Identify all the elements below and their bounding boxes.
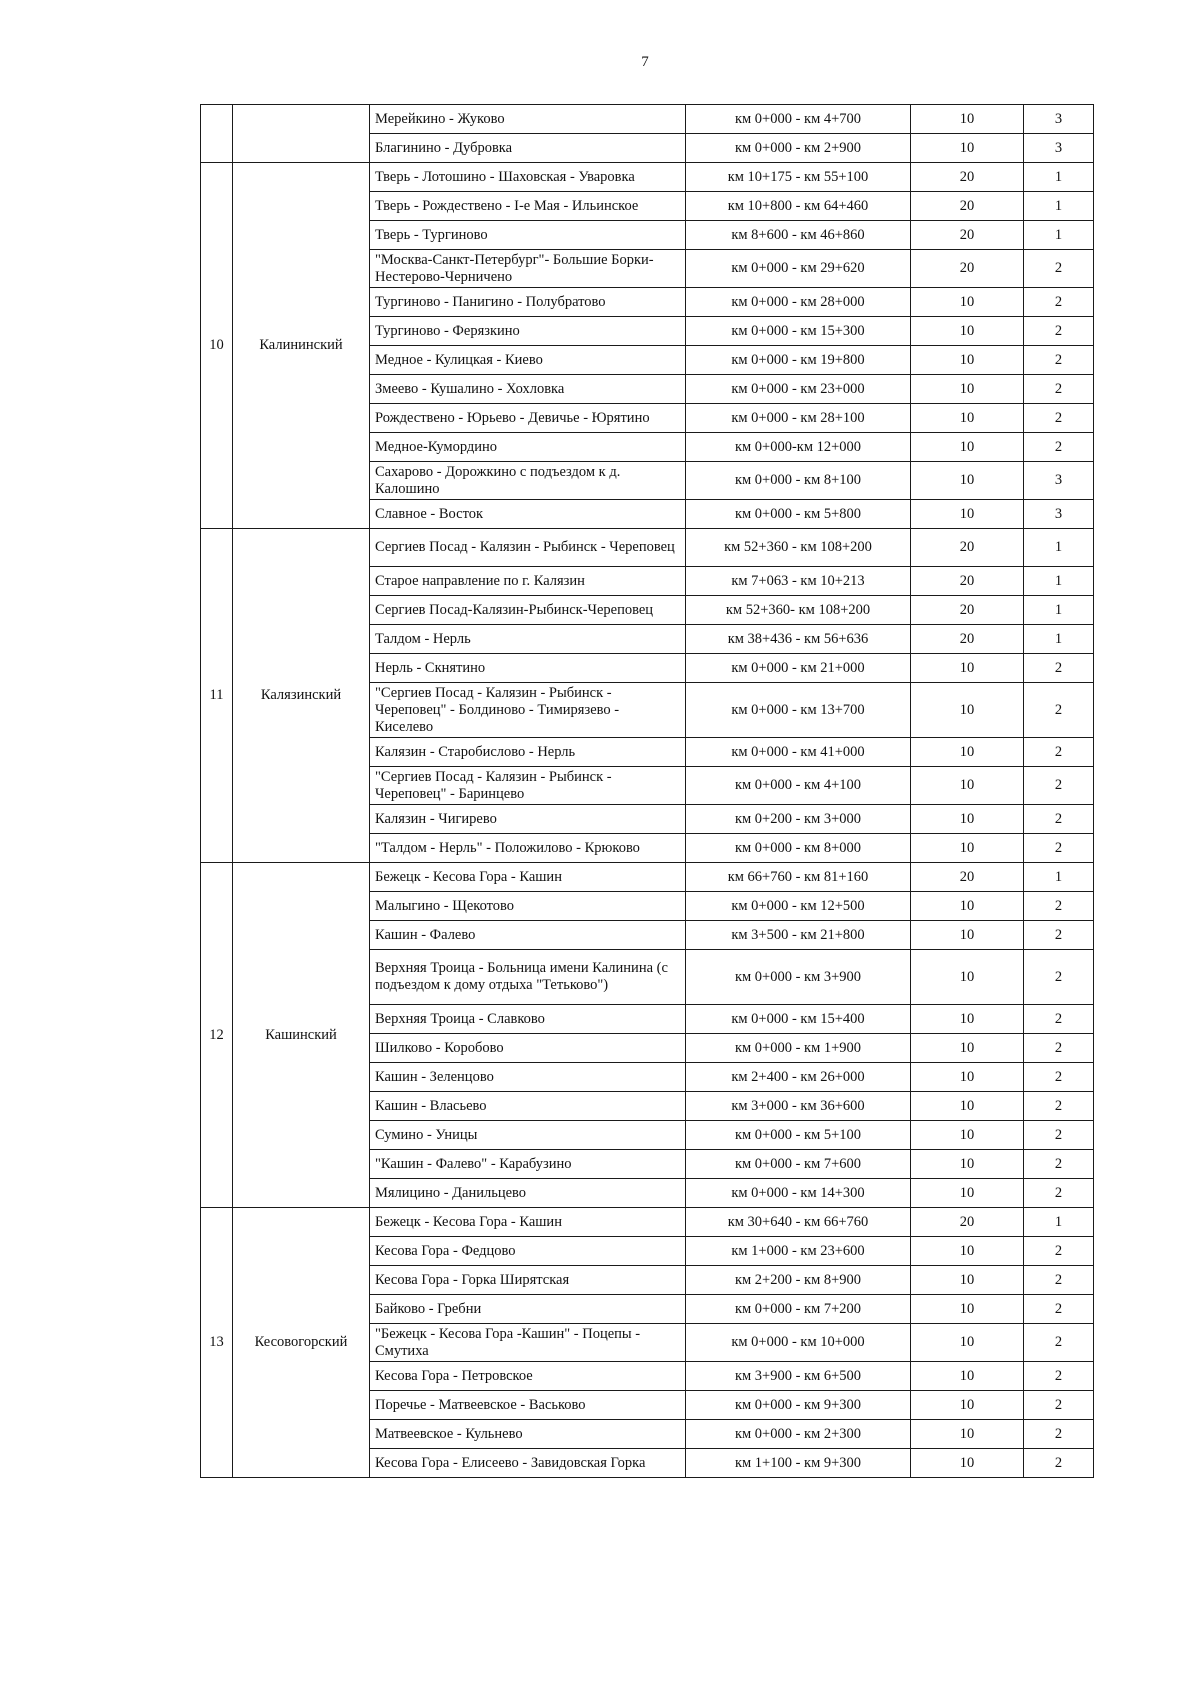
width-value: 20 [911,1208,1024,1237]
category-value: 2 [1024,921,1094,950]
width-value: 10 [911,892,1024,921]
width-value: 10 [911,1034,1024,1063]
width-value: 10 [911,288,1024,317]
km-range: км 0+000 - км 7+200 [686,1295,911,1324]
km-range: км 0+000 - км 15+300 [686,317,911,346]
road-name: Сумино - Уницы [370,1121,686,1150]
km-range: км 0+000 - км 2+300 [686,1420,911,1449]
width-value: 10 [911,1005,1024,1034]
category-value: 3 [1024,134,1094,163]
km-range: км 0+000 - км 1+900 [686,1034,911,1063]
table-row [201,1208,1094,1237]
category-value: 1 [1024,192,1094,221]
km-range: км 8+600 - км 46+860 [686,221,911,250]
km-range: км 3+900 - км 6+500 [686,1362,911,1391]
width-value: 10 [911,404,1024,433]
km-range: км 3+000 - км 36+600 [686,1092,911,1121]
width-value: 10 [911,462,1024,500]
width-value: 10 [911,317,1024,346]
km-range: км 0+000 - км 4+100 [686,767,911,805]
road-name: Байково - Гребни [370,1295,686,1324]
width-value: 10 [911,1391,1024,1420]
category-value: 2 [1024,1295,1094,1324]
width-value: 10 [911,346,1024,375]
width-value: 10 [911,1237,1024,1266]
road-name: Змеево - Кушалино - Хохловка [370,375,686,404]
km-range: км 1+000 - км 23+600 [686,1237,911,1266]
category-value: 2 [1024,1362,1094,1391]
road-name: "Кашин - Фалево" - Карабузино [370,1150,686,1179]
row-group-number: 13 [201,1208,233,1478]
width-value: 10 [911,105,1024,134]
km-range: км 0+000 - км 29+620 [686,250,911,288]
road-name: Тургиново - Панигино - Полубратово [370,288,686,317]
table-row [201,863,1094,892]
km-range: км 52+360- км 108+200 [686,596,911,625]
district-name: Кашинский [233,863,370,1208]
category-value: 1 [1024,596,1094,625]
road-name: Поречье - Матвеевское - Васьково [370,1391,686,1420]
width-value: 10 [911,134,1024,163]
km-range: км 3+500 - км 21+800 [686,921,911,950]
width-value: 10 [911,767,1024,805]
category-value: 2 [1024,1005,1094,1034]
km-range: км 0+000 - км 2+900 [686,134,911,163]
road-name: Малыгино - Щекотово [370,892,686,921]
category-value: 2 [1024,375,1094,404]
category-value: 1 [1024,529,1094,567]
width-value: 10 [911,1362,1024,1391]
page-number: 7 [641,54,649,70]
district-name: Кесовогорский [233,1208,370,1478]
category-value: 1 [1024,221,1094,250]
roads-table [200,104,1094,1478]
km-range: км 0+000 - км 5+100 [686,1121,911,1150]
row-group-number: 10 [201,163,233,529]
road-name: Сергиев Посад-Калязин-Рыбинск-Череповец [370,596,686,625]
roads-table-body [201,105,1094,1478]
width-value: 10 [911,921,1024,950]
road-name: Матвеевское - Кульнево [370,1420,686,1449]
category-value: 2 [1024,1391,1094,1420]
km-range: км 10+800 - км 64+460 [686,192,911,221]
km-range: км 0+000 - км 19+800 [686,346,911,375]
width-value: 10 [911,738,1024,767]
road-name: Кесова Гора - Елисеево - Завидовская Горка [370,1449,686,1478]
road-name: Медное - Кулицкая - Киево [370,346,686,375]
width-value: 10 [911,1295,1024,1324]
category-value: 1 [1024,625,1094,654]
road-name: Кашин - Власьево [370,1092,686,1121]
row-group-number: 11 [201,529,233,863]
km-range: км 0+000 - км 15+400 [686,1005,911,1034]
road-name: Шилково - Коробово [370,1034,686,1063]
width-value: 10 [911,1121,1024,1150]
km-range: км 1+100 - км 9+300 [686,1449,911,1478]
table-row [201,163,1094,192]
km-range: км 0+000 - км 41+000 [686,738,911,767]
road-name: Тверь - Лотошино - Шаховская - Уваровка [370,163,686,192]
category-value: 1 [1024,1208,1094,1237]
width-value: 10 [911,433,1024,462]
km-range: км 10+175 - км 55+100 [686,163,911,192]
km-range: км 0+000 - км 28+000 [686,288,911,317]
km-range: км 0+000 - км 5+800 [686,500,911,529]
category-value: 2 [1024,1266,1094,1295]
road-name: Кесова Гора - Горка Ширятская [370,1266,686,1295]
km-range: км 0+000 - км 14+300 [686,1179,911,1208]
road-name: Кесова Гора - Петровское [370,1362,686,1391]
km-range: км 30+640 - км 66+760 [686,1208,911,1237]
width-value: 20 [911,567,1024,596]
table-row [201,105,1094,134]
district-name: Калининский [233,163,370,529]
road-name: Верхняя Троица - Больница имени Калинина (с подъездом к дому отдыха "Тетьково") [370,950,686,1005]
road-name: "Сергиев Посад - Калязин - Рыбинск - Череповец" - Болдиново - Тимирязево - Киселево [370,683,686,738]
width-value: 20 [911,192,1024,221]
km-range: км 0+000 - км 8+000 [686,834,911,863]
km-range: км 0+000-км 12+000 [686,433,911,462]
category-value: 2 [1024,250,1094,288]
km-range: км 0+200 - км 3+000 [686,805,911,834]
category-value: 3 [1024,462,1094,500]
road-name: Кашин - Фалево [370,921,686,950]
road-name: Благинино - Дубровка [370,134,686,163]
km-range: км 7+063 - км 10+213 [686,567,911,596]
table-row [201,529,1094,567]
category-value: 2 [1024,1150,1094,1179]
category-value: 2 [1024,738,1094,767]
road-name: Калязин - Старобислово - Нерль [370,738,686,767]
km-range: км 0+000 - км 23+000 [686,375,911,404]
width-value: 10 [911,805,1024,834]
category-value: 3 [1024,105,1094,134]
km-range: км 52+360 - км 108+200 [686,529,911,567]
road-name: Тургиново - Ферязкино [370,317,686,346]
road-name: "Сергиев Посад - Калязин - Рыбинск - Череповец" - Баринцево [370,767,686,805]
width-value: 10 [911,1324,1024,1362]
road-name: Талдом - Нерль [370,625,686,654]
width-value: 10 [911,683,1024,738]
km-range: км 0+000 - км 10+000 [686,1324,911,1362]
category-value: 1 [1024,863,1094,892]
width-value: 10 [911,500,1024,529]
road-name: Сергиев Посад - Калязин - Рыбинск - Череповец [370,529,686,567]
width-value: 20 [911,596,1024,625]
km-range: км 0+000 - км 28+100 [686,404,911,433]
width-value: 10 [911,1179,1024,1208]
road-name: "Москва-Санкт-Петербург"- Большие Борки-Нестерово-Черничено [370,250,686,288]
road-name: "Бежецк - Кесова Гора -Кашин" - Поцепы - Смутиха [370,1324,686,1362]
category-value: 1 [1024,567,1094,596]
category-value: 2 [1024,1449,1094,1478]
category-value: 2 [1024,654,1094,683]
category-value: 2 [1024,1121,1094,1150]
category-value: 2 [1024,288,1094,317]
category-value: 2 [1024,317,1094,346]
road-name: Мялицино - Данильцево [370,1179,686,1208]
road-name: Тверь - Тургиново [370,221,686,250]
road-name: Тверь - Рождествено - I-е Мая - Ильинское [370,192,686,221]
width-value: 10 [911,1150,1024,1179]
width-value: 10 [911,375,1024,404]
width-value: 10 [911,834,1024,863]
km-range: км 0+000 - км 4+700 [686,105,911,134]
width-value: 10 [911,1092,1024,1121]
width-value: 20 [911,625,1024,654]
width-value: 20 [911,863,1024,892]
category-value: 2 [1024,683,1094,738]
category-value: 2 [1024,834,1094,863]
width-value: 20 [911,250,1024,288]
category-value: 2 [1024,346,1094,375]
row-group-number: 12 [201,863,233,1208]
row-group-number [201,105,233,163]
width-value: 10 [911,654,1024,683]
road-name: "Талдом - Нерль" - Положилово - Крюково [370,834,686,863]
road-name: Нерль - Скнятино [370,654,686,683]
km-range: км 2+200 - км 8+900 [686,1266,911,1295]
road-name: Бежецк - Кесова Гора - Кашин [370,1208,686,1237]
road-name: Мерейкино - Жуково [370,105,686,134]
km-range: км 2+400 - км 26+000 [686,1063,911,1092]
width-value: 20 [911,529,1024,567]
category-value: 2 [1024,1092,1094,1121]
road-name: Старое направление по г. Калязин [370,567,686,596]
road-name: Славное - Восток [370,500,686,529]
km-range: км 0+000 - км 8+100 [686,462,911,500]
category-value: 2 [1024,433,1094,462]
category-value: 2 [1024,892,1094,921]
km-range: км 0+000 - км 21+000 [686,654,911,683]
category-value: 2 [1024,1324,1094,1362]
width-value: 20 [911,163,1024,192]
width-value: 20 [911,221,1024,250]
category-value: 2 [1024,1063,1094,1092]
km-range: км 0+000 - км 12+500 [686,892,911,921]
category-value: 2 [1024,1420,1094,1449]
km-range: км 0+000 - км 13+700 [686,683,911,738]
width-value: 10 [911,1063,1024,1092]
category-value: 2 [1024,805,1094,834]
road-name: Кашин - Зеленцово [370,1063,686,1092]
category-value: 1 [1024,163,1094,192]
category-value: 2 [1024,767,1094,805]
road-name: Рождествено - Юрьево - Девичье - Юрятино [370,404,686,433]
width-value: 10 [911,1266,1024,1295]
width-value: 10 [911,1449,1024,1478]
km-range: км 0+000 - км 9+300 [686,1391,911,1420]
width-value: 10 [911,1420,1024,1449]
km-range: км 66+760 - км 81+160 [686,863,911,892]
category-value: 2 [1024,950,1094,1005]
km-range: км 0+000 - км 3+900 [686,950,911,1005]
road-name: Медное-Кумордино [370,433,686,462]
category-value: 2 [1024,1179,1094,1208]
district-name [233,105,370,163]
road-name: Верхняя Троица - Славково [370,1005,686,1034]
width-value: 10 [911,950,1024,1005]
km-range: км 38+436 - км 56+636 [686,625,911,654]
category-value: 2 [1024,1034,1094,1063]
road-name: Кесова Гора - Федцово [370,1237,686,1266]
district-name: Калязинский [233,529,370,863]
category-value: 3 [1024,500,1094,529]
category-value: 2 [1024,404,1094,433]
km-range: км 0+000 - км 7+600 [686,1150,911,1179]
road-name: Калязин - Чигирево [370,805,686,834]
category-value: 2 [1024,1237,1094,1266]
road-name: Сахарово - Дорожкино с подъездом к д. Калошино [370,462,686,500]
road-name: Бежецк - Кесова Гора - Кашин [370,863,686,892]
